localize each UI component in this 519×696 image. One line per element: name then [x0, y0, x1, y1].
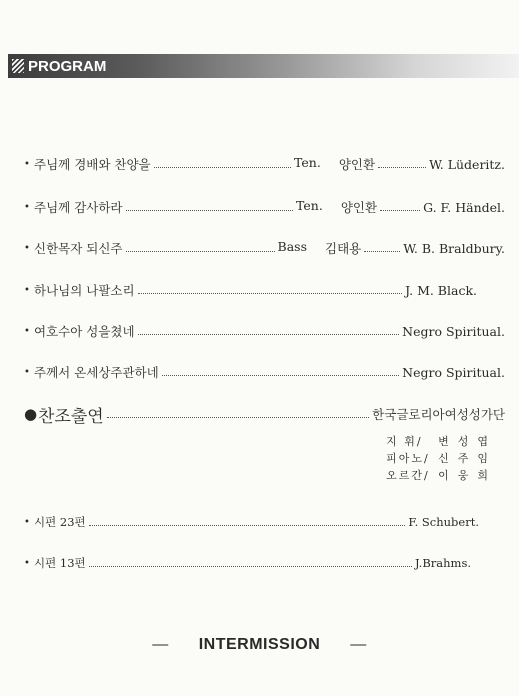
- leader-dots: [364, 251, 400, 252]
- staff-role: 피아노/: [386, 451, 430, 465]
- staff-name: 신주임: [438, 451, 497, 465]
- program-item: [24, 238, 505, 258]
- bullet-icon: •: [24, 242, 30, 254]
- bullet-icon: •: [24, 516, 30, 528]
- bullet-icon: •: [24, 158, 30, 170]
- program-item: [24, 321, 505, 341]
- item-title: 시편 13편: [34, 556, 86, 570]
- leader-dots: [89, 566, 412, 567]
- program-item: [24, 553, 471, 573]
- leader-dots: [89, 525, 406, 526]
- dash-left: —: [152, 636, 169, 653]
- intermission-footer: [0, 636, 519, 654]
- item-performer: 김태용: [325, 241, 362, 256]
- program-item: [24, 362, 505, 382]
- leader-dots: [126, 210, 294, 211]
- item-voice: Ten.: [294, 155, 321, 170]
- item-title: 주님께 경배와 찬양을: [34, 157, 151, 172]
- leader-dots: [378, 167, 426, 168]
- leader-dots: [154, 167, 291, 168]
- choir-item: [24, 404, 505, 427]
- stripes-icon: [12, 59, 24, 73]
- intermission-label: INTERMISSION: [198, 636, 321, 653]
- item-performer: 양인환: [338, 157, 376, 172]
- item-voice: Ten.: [296, 198, 323, 213]
- leader-dots: [380, 210, 420, 211]
- program-item: [24, 512, 479, 532]
- item-title: 하나님의 나팔소리: [34, 283, 135, 298]
- choir-name: 한국글로리아여성성가단: [372, 407, 505, 422]
- bullet-icon: •: [24, 284, 30, 296]
- item-composer: W. B. Braldbury.: [403, 240, 505, 256]
- program-header: [8, 54, 519, 78]
- dash-right: —: [350, 636, 367, 653]
- leader-dots: [138, 334, 400, 335]
- item-performer: 양인환: [340, 200, 378, 215]
- staff-line: [386, 432, 497, 449]
- choir-staff: [386, 432, 497, 483]
- leader-dots: [126, 251, 275, 252]
- bullet-icon: •: [24, 201, 30, 213]
- item-title: 주님께 감사하라: [34, 200, 123, 215]
- staff-role: 오르간/: [386, 468, 430, 482]
- item-composer: Negro Spiritual.: [402, 323, 505, 339]
- item-title: 주께서 온세상주관하네: [34, 365, 159, 380]
- item-composer: J.Brahms.: [414, 556, 471, 570]
- program-item: [24, 197, 505, 217]
- header-title: PROGRAM: [28, 57, 107, 75]
- item-performer-group: [278, 239, 362, 257]
- item-composer: J. M. Black.: [405, 282, 477, 298]
- staff-line: [386, 466, 497, 483]
- program-item: [24, 154, 505, 174]
- leader-dots: [138, 293, 403, 294]
- item-composer: W. Lüderitz.: [429, 156, 505, 172]
- item-title: 여호수아 성을쳤네: [34, 324, 135, 339]
- item-performer-group: [294, 155, 375, 173]
- item-composer: G. F. Händel.: [423, 199, 505, 215]
- program-item: [24, 280, 505, 300]
- staff-role: 지 휘/: [386, 434, 423, 448]
- staff-name: 이웅희: [438, 468, 497, 482]
- item-title: 신한목자 되신주: [34, 241, 123, 256]
- staff-name: 변성엽: [438, 434, 497, 448]
- leader-dots: [107, 417, 369, 418]
- item-composer: F. Schubert.: [408, 515, 479, 529]
- item-title: 시편 23편: [34, 515, 86, 529]
- item-composer: Negro Spiritual.: [402, 364, 505, 380]
- bullet-icon: ●: [24, 405, 38, 423]
- choir-title: 찬조출연: [38, 406, 104, 427]
- bullet-icon: •: [24, 325, 30, 337]
- leader-dots: [162, 375, 399, 376]
- item-performer-group: [296, 198, 377, 216]
- bullet-icon: •: [24, 557, 30, 569]
- item-voice: Bass: [277, 239, 307, 254]
- staff-line: [386, 449, 497, 466]
- bullet-icon: •: [24, 366, 30, 378]
